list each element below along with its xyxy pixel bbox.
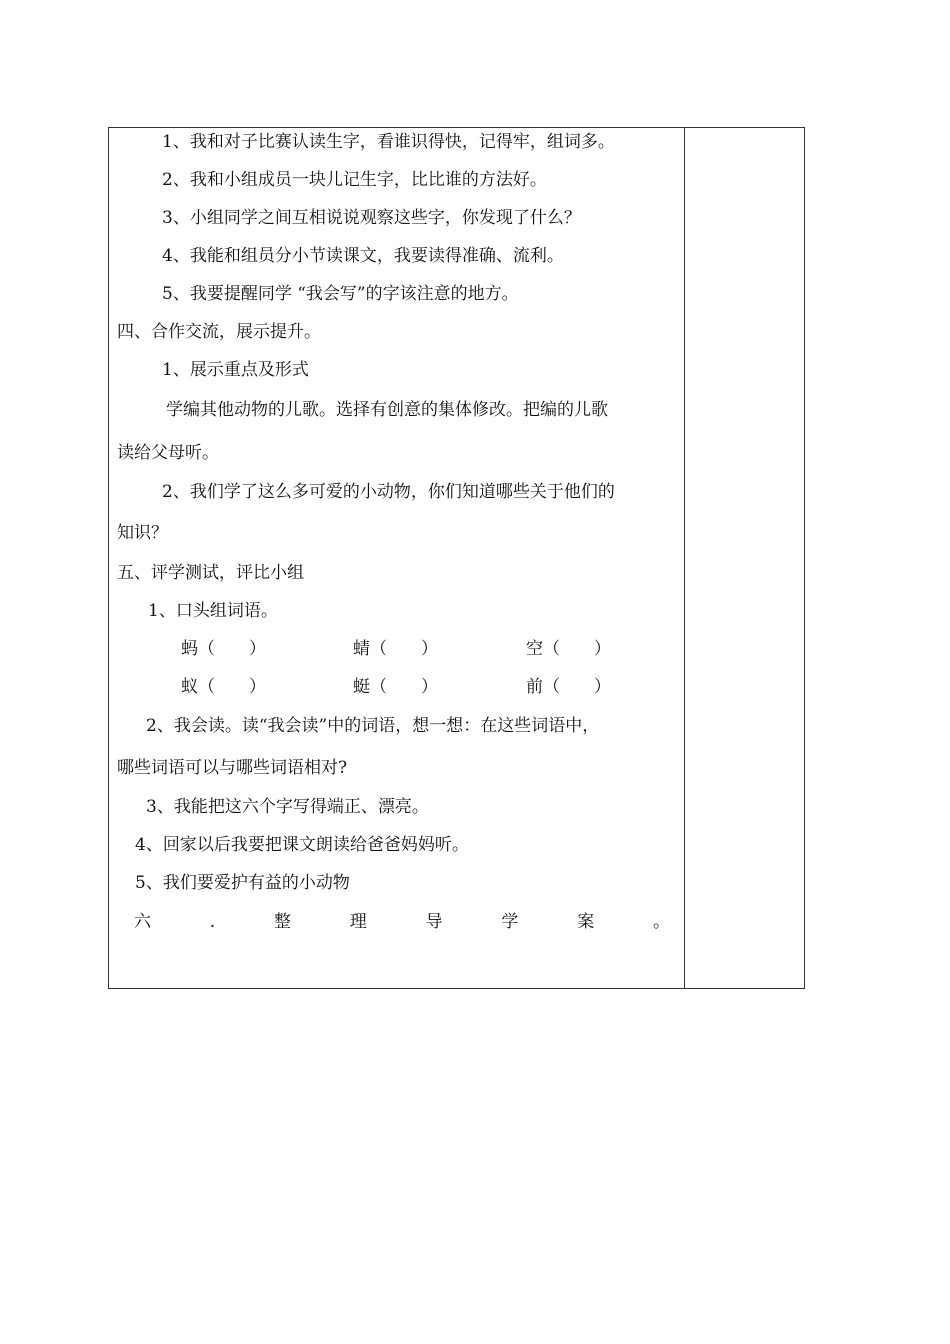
text-line: 4、我能和组员分小节读课文，我要读得准确、流利。	[162, 246, 564, 266]
text-line: 4、回家以后我要把课文朗读给爸爸妈妈听。	[135, 835, 469, 855]
word-group: 前（ ）	[526, 677, 611, 697]
final-heading-char: 案	[577, 912, 595, 932]
final-heading-char: 理	[349, 912, 367, 932]
text-line: 1、展示重点及形式	[162, 360, 309, 380]
text-line: 学编其他动物的儿歌。选择有创意的集体修改。把编的儿歌	[166, 400, 608, 420]
text-line: 5、我们要爱护有益的小动物	[135, 873, 350, 893]
final-heading-char: 学	[501, 912, 519, 932]
word-group: 蚁（ ）	[181, 677, 266, 697]
text-line: 5、我要提醒同学 “我会写”的字该注意的地方。	[162, 284, 519, 304]
column-divider	[684, 127, 685, 989]
text-line: 哪些词语可以与哪些词语相对?	[117, 758, 348, 778]
word-group: 蚂（ ）	[181, 639, 266, 659]
final-heading-char: 导	[425, 912, 443, 932]
text-line: 2、我会读。读“我会读”中的词语，想一想：在这些词语中，	[146, 716, 600, 736]
final-heading-char: .	[209, 912, 216, 932]
section-heading: 四、合作交流，展示提升。	[117, 322, 321, 342]
final-heading-char: 六	[134, 912, 151, 932]
text-line: 读给父母听。	[117, 443, 219, 463]
text-line: 2、我和小组成员一块儿记生字，比比谁的方法好。	[162, 170, 547, 190]
text-line: 3、我能把这六个字写得端正、漂亮。	[146, 797, 429, 817]
text-line: 1、口头组词语。	[148, 601, 278, 621]
text-line: 1、我和对子比赛认读生字，看谁识得快，记得牢，组词多。	[162, 132, 615, 152]
word-group: 蜓（ ）	[353, 677, 438, 697]
final-heading-char: 。	[652, 912, 670, 932]
final-heading	[134, 912, 670, 932]
section-heading: 五、评学测试，评比小组	[117, 563, 304, 583]
text-line: 3、小组同学之间互相说说观察这些字，你发现了什么？	[162, 208, 581, 228]
text-line: 2、我们学了这么多可爱的小动物，你们知道哪些关于他们的	[162, 482, 615, 502]
final-heading-char: 整	[274, 912, 291, 932]
word-group: 蜻（ ）	[353, 639, 438, 659]
word-group: 空（ ）	[526, 639, 611, 659]
text-line: 知识？	[117, 523, 168, 543]
